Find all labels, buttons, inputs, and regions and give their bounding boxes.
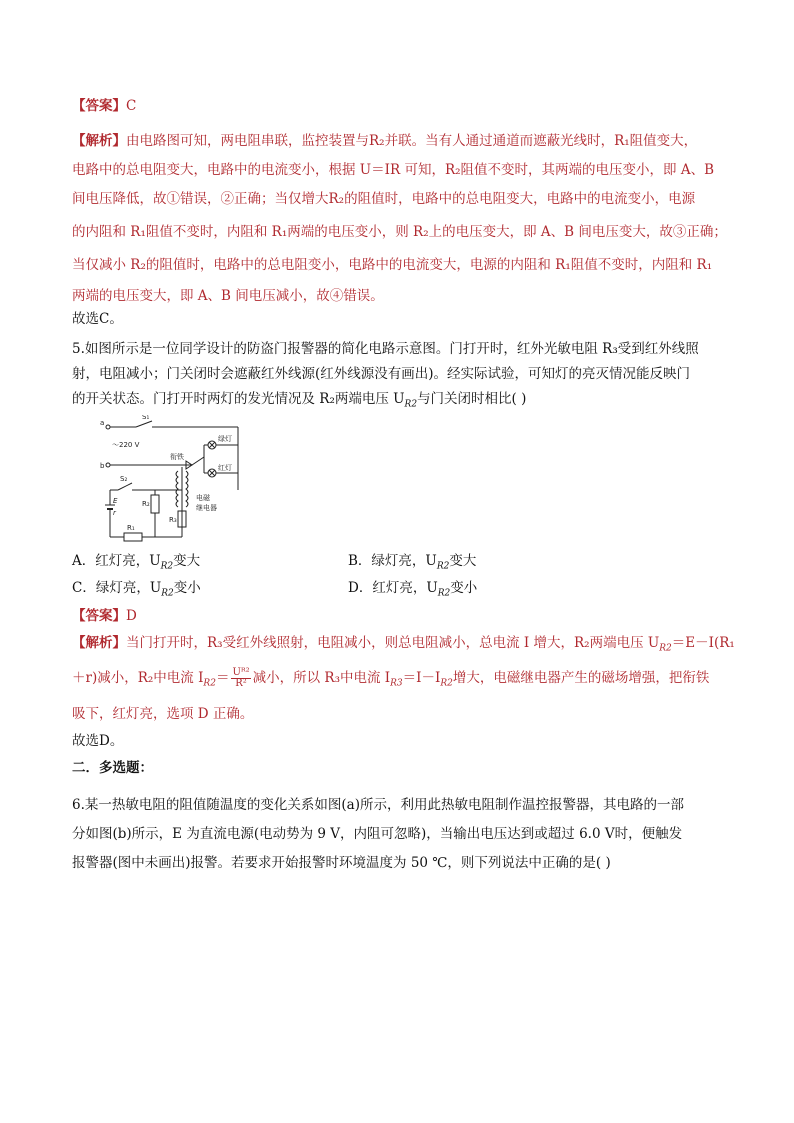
option-c	[72, 578, 201, 604]
answer-line-1	[72, 96, 136, 116]
analysis-text-tail: ＝E－I(R₁	[671, 635, 735, 651]
option-c-tail: 变小	[173, 580, 201, 596]
switch-s1	[136, 421, 152, 427]
analysis-text: 增大，电磁继电器产生的磁场增强，把衔铁	[452, 670, 710, 686]
label-r1: R₁	[127, 524, 135, 532]
label-relay-2: 继电器	[196, 504, 217, 512]
label-a: a	[100, 419, 105, 427]
question-text-tail: 与门关闭时相比( )	[417, 391, 527, 407]
label-red-lamp: 红灯	[218, 464, 232, 472]
label-r: r	[113, 509, 116, 517]
analysis-text: ＝I－I	[402, 670, 441, 686]
label-voltage: ～220 V	[112, 441, 140, 449]
analysis-line: 吸下，红灯亮，选项 D 正确。	[72, 706, 254, 722]
option-a-text: A．红灯亮，U	[72, 553, 161, 569]
current-fraction	[231, 668, 250, 689]
answer-tag: 【答案】	[72, 98, 126, 114]
terminal-b	[106, 463, 110, 467]
armature	[192, 457, 204, 465]
analysis-subscript: R2	[203, 678, 216, 689]
option-d-tail: 变小	[450, 580, 478, 596]
analysis-text: 减小，所以 R₃中电流 I	[252, 670, 391, 686]
label-s2: S₂	[120, 475, 128, 483]
analysis-subscript: R3	[390, 678, 403, 689]
option-b-tail: 变大	[449, 553, 477, 569]
question-line: 报警器(图中未画出)报警。若要求开始报警时环境温度为 50 ℃，则下列说法中正确的是( )	[72, 855, 611, 871]
answer-line-5	[72, 606, 137, 626]
resistor-r2	[151, 495, 159, 513]
analysis-line	[72, 633, 735, 659]
analysis-line	[72, 668, 709, 694]
conclusion-line: 故选D。	[72, 733, 124, 749]
analysis-subscript: R2	[440, 678, 453, 689]
analysis-tag: 【解析】	[72, 635, 126, 651]
option-d-text: D．红灯亮，U	[348, 580, 438, 596]
fraction-numerator: Uᴿ²	[232, 667, 250, 678]
option-d-subscript: R2	[437, 588, 451, 599]
label-b: b	[100, 462, 105, 470]
analysis-line: 两端的电压变大，即 A、B 间电压减小，故④错误。	[72, 288, 384, 304]
question-line: 射，电阻减小；门关闭时会遮蔽红外线源(红外线源没有画出)。经实际试验，可知灯的亮灭情况能反映门	[72, 366, 691, 382]
label-s1: S₁	[142, 415, 150, 421]
switch-s2	[118, 483, 132, 490]
question-subscript: R2	[404, 399, 418, 410]
analysis-text: ＋r)减小，R₂中电流 I	[72, 670, 204, 686]
option-b-subscript: R2	[436, 561, 450, 572]
option-a-tail: 变大	[173, 553, 201, 569]
analysis-line: 电路中的总电阻变大，电路中的电流变小，根据 U＝IR 可知，R₂阻值不变时，其两端的电压变小，即 A、B	[72, 162, 714, 178]
analysis-tag: 【解析】	[72, 133, 126, 149]
relay-coil	[176, 471, 178, 507]
analysis-subscript: R2	[659, 643, 672, 654]
conclusion-line: 故选C。	[72, 311, 123, 327]
option-b	[348, 551, 476, 577]
question-text: 的开关状态。门打开时两灯的发光情况及 R₂两端电压 U	[72, 391, 405, 407]
label-r2: R₂	[142, 500, 150, 508]
label-e: E	[113, 497, 118, 505]
label-relay-1: 电磁	[196, 494, 210, 502]
answer-value: D	[126, 608, 137, 624]
analysis-line: 当仅减小 R₂的阻值时，电路中的总电阻变小，电路中的电流变大，电源的内阻和 R₁阻值不变时，内阻和 R₁	[72, 257, 713, 273]
answer-tag: 【答案】	[72, 608, 126, 624]
terminal-a	[106, 425, 110, 429]
option-c-subscript: R2	[161, 588, 174, 599]
label-armature: 衔铁	[170, 453, 184, 461]
question-line: 5.如图所示是一位同学设计的防盗门报警器的简化电路示意图。门打开时，红外光敏电阻 R₃受到红外线照	[72, 341, 699, 357]
analysis-text: 由电路图可知，两电阻串联，监控装置与R₂并联。当有人通过通道而遮蔽光线时，R₁阻值变大，	[126, 133, 698, 149]
answer-value: C	[126, 98, 137, 114]
resistor-r1	[124, 533, 142, 541]
question-line: 6.某一热敏电阻的阻值随温度的变化关系如图(a)所示，利用此热敏电阻制作温控报警器，其电路的一部	[72, 797, 684, 813]
option-c-text: C．绿灯亮，U	[72, 580, 162, 596]
question-line: 分如图(b)所示，E 为直流电源(电动势为 9 V，内阻可忽略)，当输出电压达到或超过 6.0 V时，便触发	[72, 826, 683, 842]
analysis-text: 当门打开时，R₃受红外线照射，电阻减小，则总电阻减小，总电流 I 增大，R₂两端电压 U	[126, 635, 660, 651]
option-b-text: B．绿灯亮，U	[348, 553, 437, 569]
label-green-lamp: 绿灯	[218, 435, 232, 443]
option-a	[72, 551, 200, 577]
fraction-denominator: R²	[235, 678, 247, 689]
option-d	[348, 578, 477, 604]
analysis-line: 间电压降低，故①错误，②正确；当仅增大R₂的阻值时，电路中的总电阻变大，电路中的电流变小，电源	[72, 191, 696, 207]
analysis-line: 的内阻和 R₁阻值不变时，内阻和 R₁两端的电压变小，则 R₂上的电压变大，即 A、B 间电压变大，故③正确；	[72, 224, 727, 240]
label-r3: R₃	[169, 516, 177, 524]
option-a-subscript: R2	[160, 561, 174, 572]
section-heading: 二．多选题：	[72, 760, 153, 776]
analysis-equals: ＝	[215, 670, 230, 686]
question-line	[72, 389, 526, 415]
analysis-line	[72, 131, 697, 151]
circuit-diagram	[100, 415, 250, 543]
